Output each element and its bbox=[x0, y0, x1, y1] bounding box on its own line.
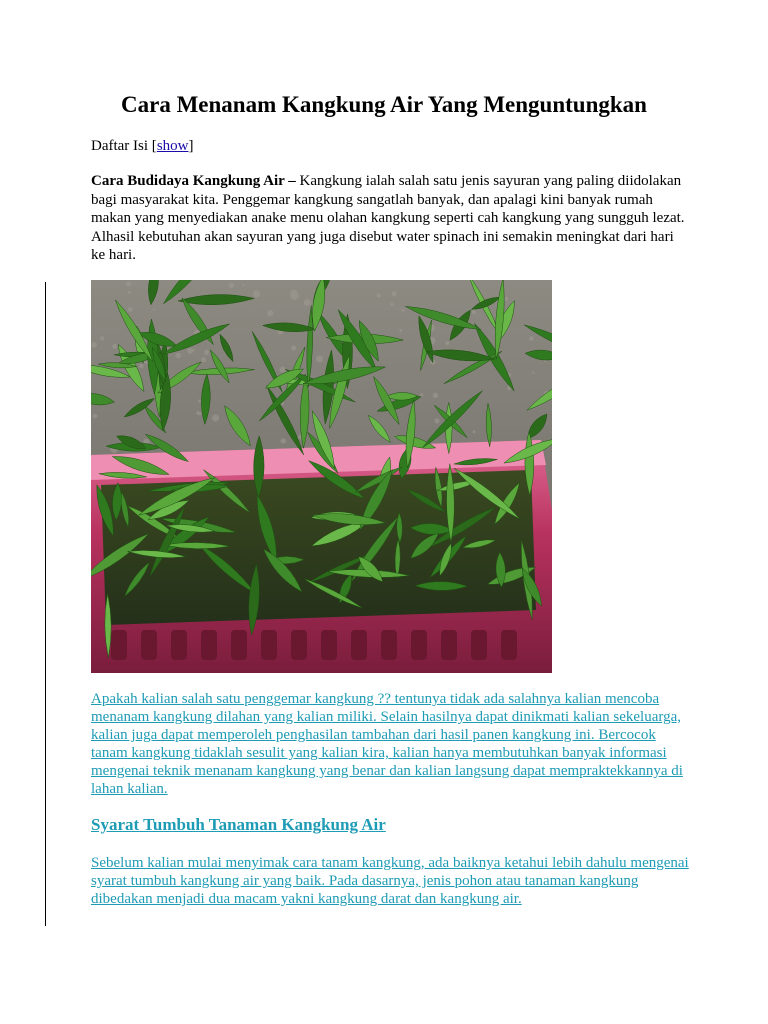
kangkung-basket-photo bbox=[91, 280, 552, 673]
paragraph-intro-link[interactable]: Apakah kalian salah satu penggemar kangkung ?? tentunya tidak ada salahnya kalian mencoba menanam kangkung dilahan yang kalian miliki. Selain hasilnya dapat dinikmati kalian sekeluarga, kalian juga dapat memperoleh penghasilan tambahan dari hasil panen kangkung ini. Bercocok tanam kangkung tidaklah sesulit yang kalian kira, kalian hanya membutuhkan banyak informasi mengenai teknik menanam kangkung yang benar dan kalian langsung dapat mempraktekkannya di lahan kalian. bbox=[91, 691, 683, 797]
intro-bold-lead: Cara Budidaya Kangkung Air – bbox=[91, 173, 296, 189]
page-title: Cara Menanam Kangkung Air Yang Menguntungkan bbox=[121, 92, 647, 117]
toc-label: Daftar Isi [ bbox=[91, 138, 157, 154]
intro-text: Kangkung ialah salah satu jenis sayuran yang paling diidolakan bagi masyarakat kita. Penggemar kangkung sangatlah banyak, dan apalagi kini banyak rumah makan yang menyediakan anake menu olahan kangkung seperti cah kangkung yang sungguh lezat. Alhasil kebutuhan akan sayuran yang juga disebut water spinach ini semakin meningkat dari hari ke hari. bbox=[91, 173, 685, 263]
table-of-contents bbox=[91, 137, 193, 155]
paragraph-growth-link[interactable]: Sebelum kalian mulai menyimak cara tanam kangkung, ada baiknya ketahui lebih dahulu mengenai syarat tumbuh kangkung air yang baik. Pada dasarnya, jenis pohon atau tanaman kangkung dibedakan menjadi dua macam yakni kangkung darat dan kangkung air. bbox=[91, 855, 689, 907]
section-heading[interactable]: Syarat Tumbuh Tanaman Kangkung Air bbox=[91, 815, 386, 834]
margin-line bbox=[45, 282, 46, 926]
toc-suffix: ] bbox=[188, 138, 194, 154]
toc-show-link[interactable]: show bbox=[156, 138, 189, 154]
intro-paragraph bbox=[91, 172, 691, 265]
